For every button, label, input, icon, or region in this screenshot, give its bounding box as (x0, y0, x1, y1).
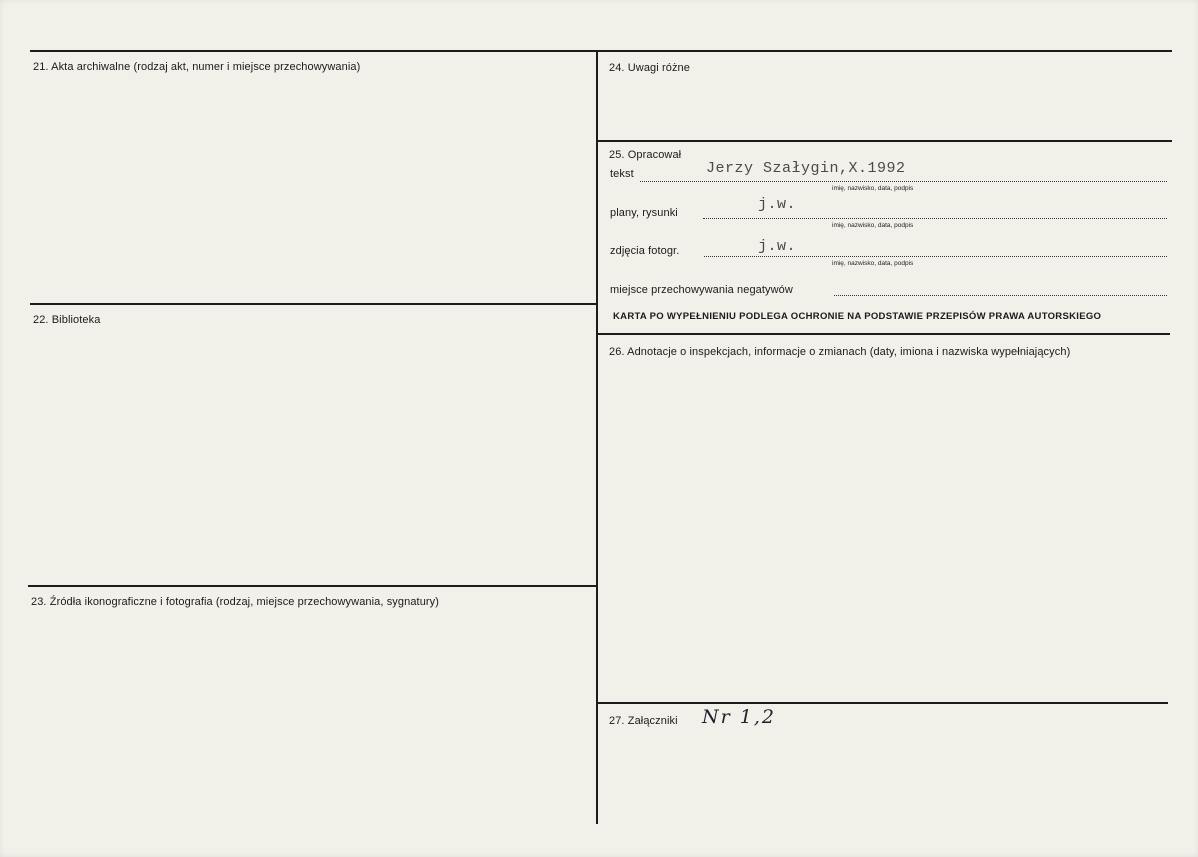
zdjecia-caption: imię, nazwisko, data, podpis (832, 260, 914, 267)
plany-value: j.w. (758, 196, 797, 213)
section-22-label: 22. Biblioteka (33, 314, 101, 326)
rule-21-22 (30, 303, 598, 305)
rule-26-27 (596, 702, 1168, 704)
plany-rysunki-label: plany, rysunki (610, 207, 678, 219)
tekst-caption: imię, nazwisko, data, podpis (832, 185, 914, 192)
negatywy-label: miejsce przechowywania negatywów (610, 284, 793, 296)
section-26-label: 26. Adnotacje o inspekcjach, informacje o zmianach (daty, imiona i nazwiska wypełniających) (609, 346, 1071, 358)
plany-dotted-line (703, 218, 1167, 219)
tekst-label: tekst (610, 168, 634, 180)
zdjecia-value: j.w. (758, 238, 797, 255)
negatywy-dotted-line (834, 295, 1167, 296)
zdjecia-label: zdjęcia fotogr. (610, 245, 680, 257)
section-24-label: 24. Uwagi różne (609, 62, 690, 74)
zdjecia-dotted-line (704, 256, 1167, 257)
section-27-handwritten-value: Nr 1,2 (702, 706, 776, 728)
column-divider (596, 50, 598, 824)
plany-caption: imię, nazwisko, data, podpis (832, 222, 914, 229)
section-27-label: 27. Załączniki (609, 715, 678, 727)
section-25-label: 25. Opracował (609, 149, 682, 161)
tekst-value: Jerzy Szałygin,X.1992 (706, 160, 906, 177)
section-21-label: 21. Akta archiwalne (rodzaj akt, numer i miejsce przechowywania) (33, 61, 361, 73)
copyright-notice: KARTA PO WYPEŁNIENIU PODLEGA OCHRONIE NA PODSTAWIE PRZEPISÓW PRAWA AUTORSKIEGO (613, 311, 1102, 322)
rule-24-25 (598, 140, 1172, 142)
tekst-dotted-line (640, 181, 1167, 182)
top-rule (30, 50, 1172, 52)
section-23-label: 23. Źródła ikonograficzne i fotografia (rodzaj, miejsce przechowywania, sygnatury) (31, 596, 440, 608)
rule-22-23 (28, 585, 596, 587)
rule-25-26 (598, 333, 1170, 335)
